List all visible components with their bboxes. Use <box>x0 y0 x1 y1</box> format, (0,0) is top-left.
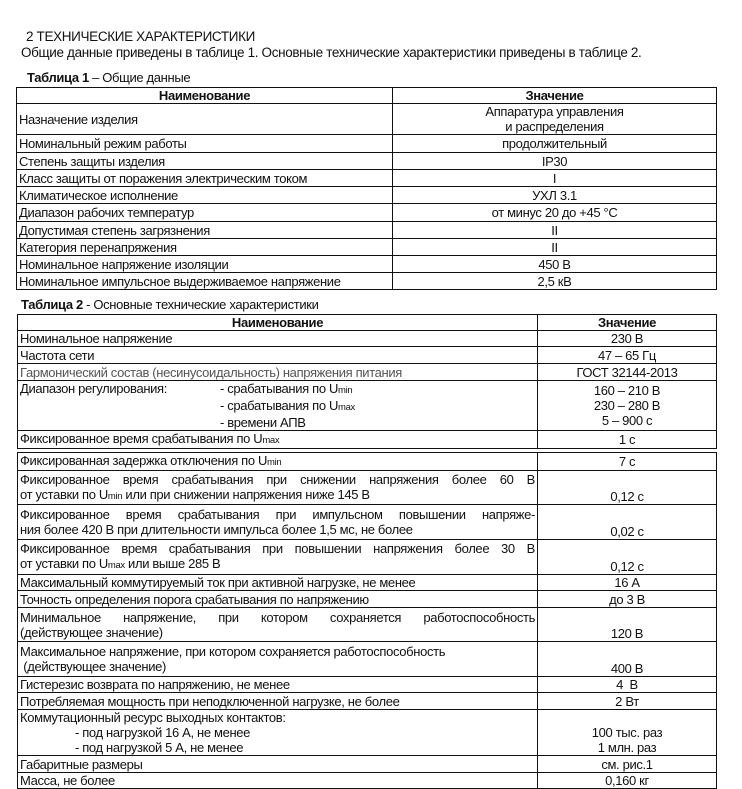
row-value: 47 – 65 Гц <box>538 347 717 364</box>
table-row <box>17 170 717 187</box>
table-row <box>17 153 717 170</box>
row-name: Минимальное напряжение, при котором сохраняется работоспособность (действующее значение) <box>18 608 538 642</box>
row-value: 400 В <box>538 642 717 677</box>
row-name: Фиксированное время срабатывания по Umax <box>18 431 538 449</box>
table-row <box>18 331 717 347</box>
table-row <box>17 104 717 135</box>
row-name: Диапазон рабочих температур <box>17 204 393 222</box>
table-row <box>18 756 717 773</box>
row-value: 0,160 кг <box>538 773 717 789</box>
row-value: см. рис.1 <box>538 756 717 773</box>
row-label: Диапазон регулирования: <box>20 381 168 396</box>
row-name: Частота сети <box>18 347 538 364</box>
row-name: Номинальный режим работы <box>17 135 393 153</box>
table-row <box>18 431 717 449</box>
table-row <box>18 693 717 710</box>
table-row <box>18 773 717 789</box>
header-value: Значение <box>538 315 717 331</box>
table-row <box>18 677 717 693</box>
row-value: II <box>393 239 717 256</box>
table-row <box>17 239 717 256</box>
table-row <box>18 710 717 756</box>
row-value: 120 В <box>538 608 717 642</box>
row-value: от минус 20 до +45 °С <box>393 204 717 222</box>
header-name: Наименование <box>18 315 538 331</box>
row-value: до 3 В <box>538 591 717 608</box>
row-value: I <box>393 170 717 187</box>
row-name: Потребляемая мощность при неподключенной нагрузке, не более <box>18 693 538 710</box>
table-header <box>17 88 717 104</box>
row-name: Степень защиты изделия <box>17 153 393 170</box>
row-name: Допустимая степень загрязнения <box>17 222 393 239</box>
table-row <box>17 187 717 204</box>
table-row <box>17 204 717 222</box>
row-name: Гармонический состав (несинусоидальность) напряжения питания <box>18 364 538 381</box>
table-row <box>18 364 717 381</box>
row-name: Габаритные размеры <box>18 756 538 773</box>
row-name: Масса, не более <box>18 773 538 789</box>
table-row <box>18 505 717 540</box>
value-line: Аппаратура управления <box>485 104 624 119</box>
sub-item: - срабатывания по Umax <box>220 398 355 413</box>
sub-item: - срабатывания по Umin <box>220 381 353 396</box>
row-value: 230 В <box>538 331 717 347</box>
row-value <box>393 104 717 135</box>
row-value: 1 с <box>538 431 717 449</box>
row-name: Коммутационный ресурс выходных контактов: - под нагрузкой 16 А, не менее - под нагрузкой 5 А, не менее <box>18 710 538 756</box>
row-value: 2 Вт <box>538 693 717 710</box>
table1-caption-number: Таблица 1 <box>27 70 89 85</box>
table1-general-data <box>16 87 717 290</box>
row-name: Точность определения порога срабатывания по напряжению <box>18 591 538 608</box>
row-name: Фиксированное время срабатывания при повышении напряжения более 30 В от уставки по Umax или выше 285 В <box>18 540 538 575</box>
row-name: Фиксированное время срабатывания при снижении напряжения более 60 В от уставки по Umin или при снижении напряжения ниже 145 В <box>18 471 538 505</box>
row-name: Назначение изделия <box>17 104 393 135</box>
table2-caption-text: - Основные технические характеристики <box>82 297 319 312</box>
row-value: 7 с <box>538 453 717 471</box>
table2-continued <box>17 452 717 789</box>
table2-caption-number: Таблица 2 <box>21 297 83 312</box>
row-name: Гистерезис возврата по напряжению, не менее <box>18 677 538 693</box>
header-value: Значение <box>393 88 717 104</box>
row-value: ГОСТ 32144-2013 <box>538 364 717 381</box>
table2-main-specs <box>17 314 717 449</box>
row-value: 450 В <box>393 256 717 273</box>
table-row <box>18 575 717 591</box>
row-name: Фиксированная задержка отключения по Umin <box>18 453 538 471</box>
row-value: 160 – 210 В 230 – 280 В 5 – 900 с <box>538 381 717 431</box>
row-value: IP30 <box>393 153 717 170</box>
row-value: 0,12 с <box>538 540 717 575</box>
row-name: Фиксированное время срабатывания при импульсном повышении напряже- ния более 420 В при длительности импульса более 1,5 мс, не более <box>18 505 538 540</box>
row-value: 16 А <box>538 575 717 591</box>
table-row <box>17 256 717 273</box>
table-row <box>18 381 717 431</box>
table-row <box>17 222 717 239</box>
table-row <box>18 591 717 608</box>
row-name <box>18 381 538 431</box>
row-name: Категория перенапряжения <box>17 239 393 256</box>
table-row <box>18 642 717 677</box>
table1-caption <box>27 70 190 85</box>
row-value: 100 тыс. раз 1 млн. раз <box>538 710 717 756</box>
row-name: Климатическое исполнение <box>17 187 393 204</box>
row-value: УХЛ 3.1 <box>393 187 717 204</box>
section-title: 2 ТЕХНИЧЕСКИЕ ХАРАКТЕРИСТИКИ <box>26 29 255 44</box>
table1-caption-text: – Общие данные <box>88 70 191 85</box>
row-name: Максимальный коммутируемый ток при активной нагрузке, не менее <box>18 575 538 591</box>
row-name: Номинальное импульсное выдерживаемое напряжение <box>17 273 393 290</box>
sub-item: - времени АПВ <box>220 415 306 430</box>
row-value: 2,5 кВ <box>393 273 717 290</box>
row-value: 0,02 с <box>538 505 717 540</box>
table-header <box>18 315 717 331</box>
row-name: Класс защиты от поражения электрическим током <box>17 170 393 187</box>
header-name: Наименование <box>17 88 393 104</box>
row-value: II <box>393 222 717 239</box>
table-row <box>18 453 717 471</box>
table2-caption <box>21 297 319 312</box>
row-value: продолжительный <box>393 135 717 153</box>
table-row <box>17 273 717 290</box>
row-name: Номинальное напряжение <box>18 331 538 347</box>
table-row <box>17 135 717 153</box>
row-value: 0,12 с <box>538 471 717 505</box>
row-value: 4 В <box>538 677 717 693</box>
table-row <box>18 347 717 364</box>
table-row <box>18 471 717 505</box>
row-name: Номинальное напряжение изоляции <box>17 256 393 273</box>
table-row <box>18 608 717 642</box>
intro-text: Общие данные приведены в таблице 1. Основные технические характеристики приведены в таблице 2. <box>21 45 642 60</box>
value-line: и распределения <box>505 119 604 134</box>
row-name: Максимальное напряжение, при котором сохраняется работоспособность (действующее значение) <box>18 642 538 677</box>
table-row <box>18 540 717 575</box>
